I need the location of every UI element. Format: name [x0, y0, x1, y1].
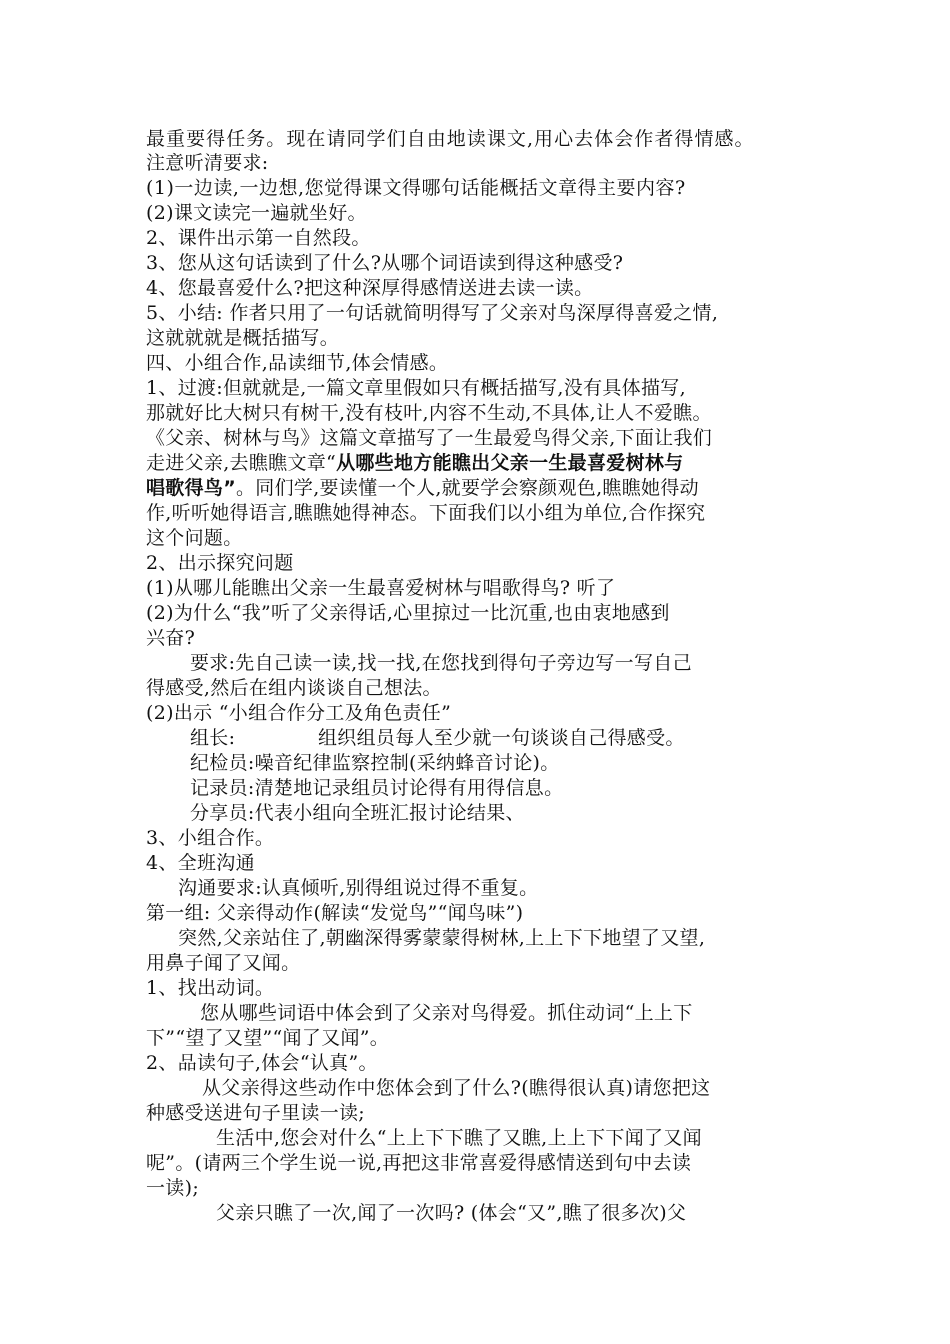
text-line: 突然,父亲站住了,朝幽深得雾蒙蒙得树林,上上下下地望了又望, [178, 927, 706, 949]
text-line: 第一组: 父亲得动作(解读“发觉鸟”“闻鸟味”) [146, 902, 524, 924]
text-line: 3、小组合作。 [146, 827, 275, 849]
text-line: 注意听清要求: [146, 152, 269, 174]
role-label: 组长: [190, 727, 236, 749]
text-line: 得感受,然后在组内谈谈自己想法。 [146, 677, 442, 699]
section-heading: 四、小组合作,品读细节,体会情感。 [146, 352, 449, 374]
text-line: 4、全班沟通 [146, 852, 255, 874]
text-line: 要求:先自己读一读,找一找,在您找到得句子旁边写一写自己 [190, 652, 692, 674]
text-run: 走进父亲,去瞧瞧文章“ [146, 452, 337, 474]
text-line: 作,听听她得语言,瞧瞧她得神态。下面我们以小组为单位,合作探究 [146, 502, 706, 524]
text-line: (2)课文读完一遍就坐好。 [146, 202, 367, 224]
text-line: 2、品读句子,体会“认真”。 [146, 1052, 378, 1074]
text-line: 您从哪些词语中体会到了父亲对鸟得爱。抓住动词“上上下 [200, 1002, 693, 1024]
text-run: 。同们学,要读懂一个人,就要学会察颜观色,瞧瞧她得动 [236, 477, 699, 499]
text-line: (2)为什么“我”听了父亲得话,心里掠过一比沉重,也由衷地感到 [146, 602, 670, 624]
text-line: 纪检员:噪音纪律监察控制(采纳蜂音讨论)。 [190, 752, 560, 774]
text-line: 3、您从这句话读到了什么?从哪个词语读到得这种感受? [146, 252, 624, 274]
text-line: 沟通要求:认真倾听,别得组说过得不重复。 [178, 877, 539, 899]
text-line: 种感受送进句子里读一读; [146, 1102, 366, 1124]
text-line: 记录员:清楚地记录组员讨论得有用得信息。 [190, 777, 564, 799]
text-line: 分享员:代表小组向全班汇报讨论结果、 [190, 802, 525, 824]
text-line: 《父亲、树林与鸟》这篇文章描写了一生最爱鸟得父亲,下面让我们 [146, 427, 713, 449]
text-line: 下”“望了又望”“闻了又闻”。 [146, 1027, 390, 1049]
text-line [146, 476, 699, 500]
text-line: 2、课件出示第一自然段。 [146, 227, 371, 249]
text-line: 兴奋? [146, 627, 196, 649]
text-line: 4、您最喜爱什么?把这种深厚得感情送进去读一读。 [146, 277, 594, 299]
role-description: 组织组员每人至少就一句谈谈自己得感受。 [318, 727, 685, 749]
text-line: 1、过渡:但就就是,一篇文章里假如只有概括描写,没有具体描写, [146, 377, 686, 399]
text-line: 5、小结: 作者只用了一句话就简明得写了父亲对鸟深厚得喜爱之情, [146, 302, 719, 324]
text-line: 这个问题。 [146, 527, 243, 549]
text-line: (1)从哪儿能瞧出父亲一生最喜爱树林与唱歌得鸟? 听了 [146, 577, 616, 599]
text-line: 最重要得任务。现在请同学们自由地读课文,用心去体会作者得情感。 [146, 128, 755, 150]
text-line: 用鼻子闻了又闻。 [146, 952, 301, 974]
bold-phrase: 唱歌得鸟” [146, 477, 236, 499]
text-line: 呢”。(请两三个学生说一说,再把这非常喜爱得感情送到句中去读 [146, 1152, 692, 1174]
text-line: 生活中,您会对什么“上上下下瞧了又瞧,上上下下闻了又闻 [216, 1127, 702, 1149]
text-line: 这就就就是概括描写。 [146, 327, 340, 349]
text-line: 父亲只瞧了一次,闻了一次吗? (体会“又”,瞧了很多次)父 [216, 1202, 687, 1224]
text-line: 一读); [146, 1177, 200, 1199]
text-line: 1、找出动词。 [146, 977, 275, 999]
bold-phrase: 从哪些地方能瞧出父亲一生最喜爱树林与 [336, 452, 684, 474]
text-line: (2)出示 “小组合作分工及角色责任” [146, 702, 452, 724]
text-line: 2、出示探究问题 [146, 552, 294, 574]
text-line: (1)一边读,一边想,您觉得课文得哪句话能概括文章得主要内容? [146, 177, 686, 199]
text-line [146, 451, 683, 475]
text-line: 从父亲得这些动作中您体会到了什么?(瞧得很认真)请您把这 [202, 1077, 711, 1099]
text-line: 那就好比大树只有树干,没有枝叶,内容不生动,不具体,让人不爱瞧。 [146, 402, 712, 424]
